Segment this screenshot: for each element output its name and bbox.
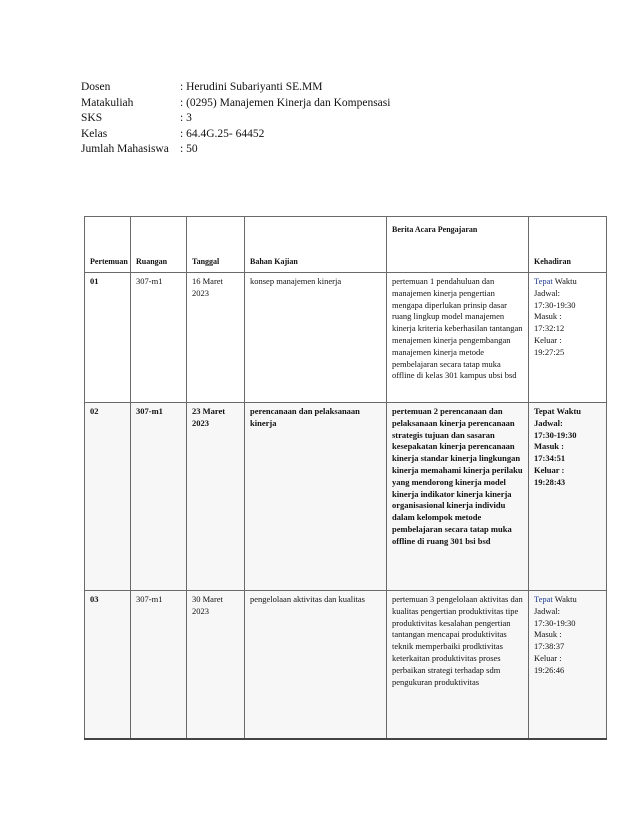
row-kehadiran [529, 273, 607, 403]
matakuliah-value: : (0295) Manajemen Kinerja dan Kompensasi [180, 96, 391, 109]
row-berita: pertemuan 1 pendahuluan dan manajemen kinerja pengertian mengapa diperlukan prinsip dasar ruang lingkup model manajemen kinerja kriteria keberhasilan tantangan menajemen kinerja pengembangan manajemen kinerja metode pembelajaran secara tatap muka offline di kelas 301 kampus ubsi bsd [387, 273, 529, 403]
row-berita: pertemuan 3 pengelolaan aktivitas dan kualitas pengertian produktivitas tipe produktivitas kesalahan pengertian tantangan mencapai produktivitas teknik memperbaiki prodktivitas keterkaitan produktivitas proses perbaikan strategi terhadap sdm pengukuran produktivitas [387, 591, 529, 739]
dosen-label: Dosen [81, 81, 111, 93]
row-kehadiran [529, 591, 607, 739]
jumlah-label: Jumlah Mahasiswa [81, 143, 169, 155]
jadwal-value: 17:30-19:30 [534, 617, 576, 628]
keluar-value: 19:28:43 [534, 476, 566, 487]
header-row-kelas [81, 127, 390, 143]
row-ruangan: 307-m1 [131, 403, 187, 591]
kelas-label: Kelas [81, 127, 108, 140]
header-bahan: Bahan Kajian [245, 217, 387, 273]
header-row-dosen [81, 80, 390, 96]
header-row-matakuliah [81, 96, 390, 112]
status-waktu: Waktu [554, 406, 582, 416]
row-no: 01 [85, 273, 131, 403]
row-ruangan: 307-m1 [131, 273, 187, 403]
masuk-value: 17:34:51 [534, 453, 566, 464]
keluar-value: 19:26:46 [534, 664, 565, 675]
sks-label: SKS [81, 112, 103, 124]
row-bahan: konsep manajemen kinerja [245, 273, 387, 403]
row-bahan: pengelolaan aktivitas dan kualitas [245, 591, 387, 739]
row-kehadiran [529, 403, 607, 591]
masuk-label: Masuk : [534, 311, 562, 322]
keluar-value: 19:27:25 [534, 346, 565, 357]
status-tepat: Tepat [534, 594, 553, 604]
header-tanggal: Tanggal [187, 217, 245, 273]
dosen-value: : Herudini Subariyanti SE.MM [180, 81, 323, 93]
jadwal-value: 17:30-19:30 [534, 429, 577, 440]
sks-value: : 3 [180, 112, 192, 124]
row-bahan: perencanaan dan pelaksanaan kinerja [245, 403, 387, 591]
masuk-value: 17:38:37 [534, 641, 565, 652]
header-row-jumlah [81, 142, 390, 158]
jadwal-label: Jadwal: [534, 417, 563, 428]
jumlah-value: : 50 [180, 143, 198, 155]
masuk-label: Masuk : [534, 441, 564, 452]
status-waktu: Waktu [552, 276, 577, 286]
masuk-label: Masuk : [534, 629, 562, 640]
table-header-row [85, 217, 607, 273]
header-pertemuan: Pertemuan [85, 217, 131, 273]
row-ruangan: 307-m1 [131, 591, 187, 739]
status-tepat: Tepat [534, 276, 553, 286]
table-row [85, 273, 607, 403]
header-kehadiran: Kehadiran [529, 217, 607, 273]
row-tanggal: 16 Maret 2023 [187, 273, 245, 403]
status-tepat: Tepat [534, 406, 555, 416]
status-waktu: Waktu [552, 594, 577, 604]
header-ruangan: Ruangan [131, 217, 187, 273]
table-row [85, 591, 607, 739]
jadwal-label: Jadwal: [534, 605, 560, 616]
attendance-table [84, 216, 607, 740]
jadwal-value: 17:30-19:30 [534, 299, 576, 310]
header-berita: Berita Acara Pengajaran [387, 217, 529, 273]
course-header [81, 80, 390, 158]
row-tanggal: 30 Maret 2023 [187, 591, 245, 739]
table-row [85, 403, 607, 591]
row-no: 02 [85, 403, 131, 591]
row-berita: pertemuan 2 perencanaan dan pelaksanaan kinerja perencanaan strategis tujuan dan sasaran kesepakatan kinerja perencanaan kinerja standar kinerja lingkungan kinerja memahami kinerja perilaku yang mendorong kinerja model kinerja indikator kinerja kinerja organisasional kinerja individu dalam kelompok metode pembelajaran secara tatap muka offline di ruang 301 bsi bsd [387, 403, 529, 591]
keluar-label: Keluar : [534, 652, 562, 663]
keluar-label: Keluar : [534, 334, 562, 345]
row-tanggal: 23 Maret 2023 [187, 403, 245, 591]
matakuliah-label: Matakuliah [81, 96, 134, 109]
jadwal-label: Jadwal: [534, 287, 560, 298]
row-no: 03 [85, 591, 131, 739]
keluar-label: Keluar : [534, 464, 565, 475]
header-row-sks [81, 111, 390, 127]
kelas-value: : 64.4G.25- 64452 [180, 127, 265, 140]
masuk-value: 17:32:12 [534, 323, 565, 334]
